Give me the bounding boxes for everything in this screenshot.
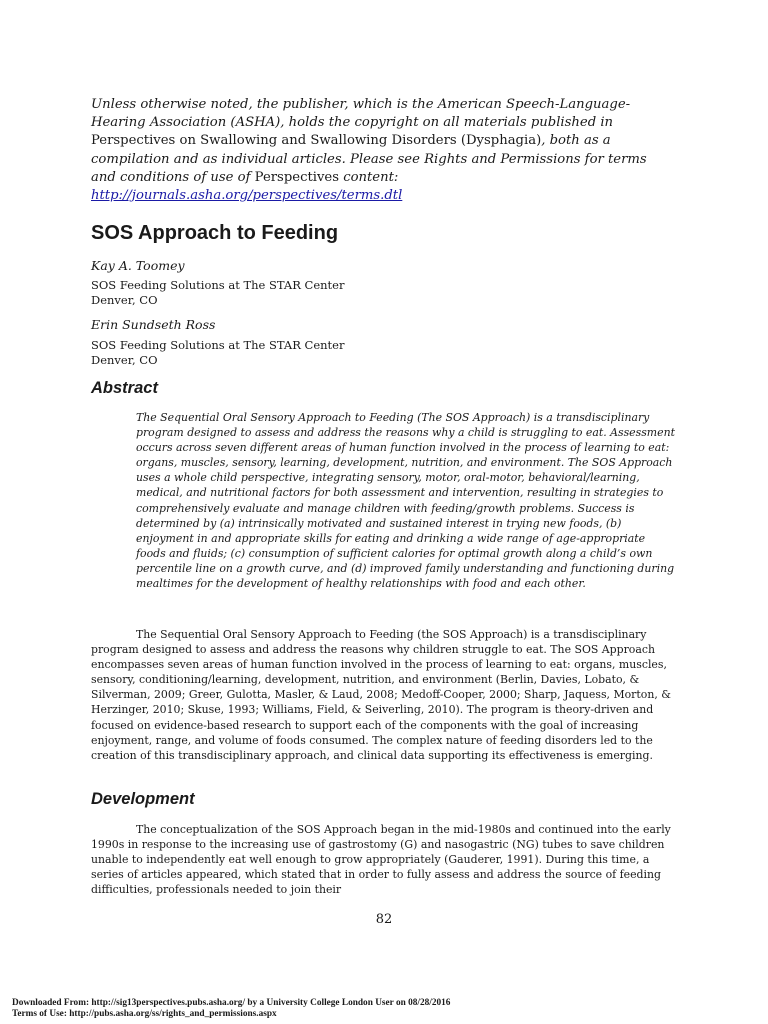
abstract-heading: Abstract [91,379,158,397]
affiliation-org-2: SOS Feeding Solutions at The STAR Center [91,338,345,352]
author-name-1: Kay A. Toomey [91,258,185,273]
affiliation-location-2: Denver, CO [91,353,158,367]
intro-paragraph: The Sequential Oral Sensory Approach to Feeding (the SOS Approach) is a transdisciplinary program designed to assess and address the reasons why children struggle to eat. The SOS Approach encompasses seven areas of human function involved in the process of learning to eat: organs, muscles, sensory, conditioning/learning, development, nutrition, and environment (Berlin, Davies, Lobato, & Silverman, 2009; Greer, Gulotta, Masler, & Laud, 2008; Medoff-Cooper, 2000; Sharp, Jaquess, Morton, & Herzinger, 2010; Skuse, 1993; Williams, Field, & Seiverling, 2010). The program is theory-driven and focused on evidence-based research to support each of the components with the goal of increasing enjoyment, range, and volume of foods consumed. The complex nature of feeding disorders led to the creation of this transdisciplinary approach, and clinical data supporting its effectiveness is emerging. [91,628,671,762]
affiliation-org-1: SOS Feeding Solutions at The STAR Center [91,278,345,292]
author-affiliation-1 [91,278,344,308]
page-number: 82 [375,912,393,927]
footer-download-line: Downloaded From: http://sig13perspectives.pubs.asha.org/ by a University College London User on 08/28/2016 [12,998,451,1008]
perspectives-name: Perspectives [254,169,339,185]
notice-text-3: content: [339,169,399,185]
journal-name: Perspectives on Swallowing and Swallowing Disorders (Dysphagia) [91,133,542,149]
notice-text-1: Unless otherwise noted, the publisher, which is the American Speech-Language-Hearing Association (ASHA), holds the copyright on all materials published in [91,97,631,131]
notice-text-2: , both as a compilation and as individual articles. Please see Rights and Permissions for terms and conditions of use of [91,133,647,185]
affiliation-location-1: Denver, CO [91,293,158,307]
article-title: SOS Approach to Feeding [91,222,339,244]
author-name-2: Erin Sundseth Ross [91,317,216,332]
abstract-text: The Sequential Oral Sensory Approach to Feeding (The SOS Approach) is a transdisciplinary program designed to assess and address the reasons why a child is struggling to eat. Assessment occurs across seven different areas of human function involved in the process of learning to eat: organs, muscles, sensory, learning, development, nutrition, and environment. The SOS Approach uses a whole child perspective, integrating sensory, motor, oral-motor, behavioral/learning, medical, and nutritional factors for both assessment and intervention, resulting in strategies to comprehensively evaluate and manage children with feeding/growth problems. Success is determined by (a) intrinsically motivated and sustained interest in trying new foods, (b) enjoyment in and appropriate skills for eating and drinking a wide range of age-appropriate foods and fluids; (c) consumption of sufficient calories for optimal growth along a child’s own percentile line on a growth curve, and (d) improved family understanding and functioning during mealtimes for the development of healthy relationships with food and each other. [136,411,675,591]
development-paragraph: The conceptualization of the SOS Approach began in the mid-1980s and continued into the early 1990s in response to the increasing use of gastrostomy (G) and nasogastric (NG) tubes to save children unable to independently eat well enough to grow appropriately (Gauderer, 1991). During this time, a series of articles appeared, which stated that in order to fully assess and address the source of feeding difficulties, professionals needed to join their [91,823,671,897]
development-heading: Development [91,790,195,808]
terms-link[interactable]: http://journals.asha.org/perspectives/terms.dtl [91,188,403,204]
footer-terms-line: Terms of Use: http://pubs.asha.org/ss/rights_and_permissions.aspx [12,1009,277,1019]
download-footer [12,998,450,1020]
author-affiliation-2 [91,338,344,368]
copyright-notice [91,96,651,205]
